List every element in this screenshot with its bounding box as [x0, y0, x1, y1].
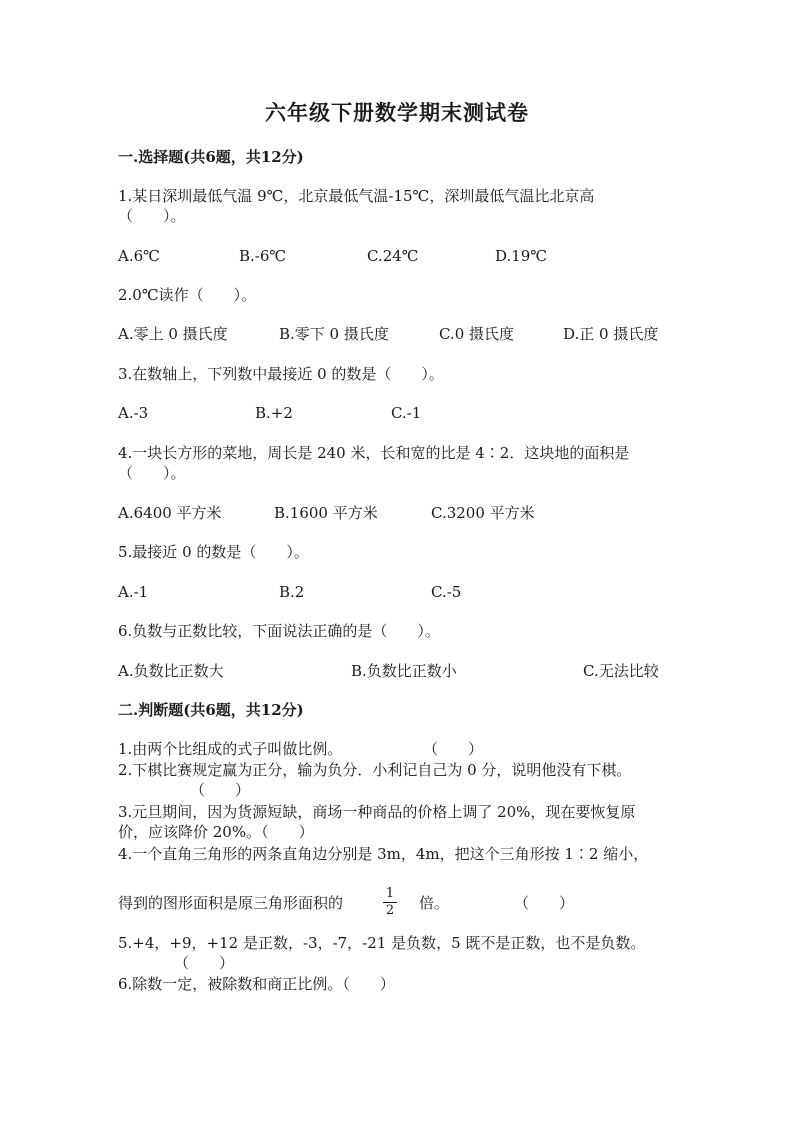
s2-q6-text: 6.除数一定，被除数和商正比例。（ ）: [118, 975, 395, 993]
s1-q4-option-c: C.3200 平方米: [431, 504, 535, 522]
s2-q2-answer-blank[interactable]: （ ）: [190, 781, 251, 799]
s1-q3-option-a: A.-3: [118, 404, 149, 422]
s1-q6-text: 6.负数与正数比较，下面说法正确的是（ ）。: [118, 622, 440, 640]
s1-q1-text: 1.某日深圳最低气温 9℃，北京最低气温-15℃，深圳最低气温比北京高: [118, 187, 595, 205]
s2-q5-text: 5.+4，+9，+12 是正数，-3，-7，-21 是负数，5 既不是正数，也不是负数。: [118, 934, 646, 952]
s2-q4-text-end: 倍。: [419, 894, 450, 912]
s2-q4-answer-blank[interactable]: （ ）: [514, 894, 575, 912]
fraction-denominator: 2: [385, 903, 395, 918]
s1-q2-text: 2.0℃读作（ ）。: [118, 286, 257, 304]
page-title: 六年级下册数学期末测试卷: [265, 100, 529, 125]
s1-q4-option-a: A.6400 平方米: [118, 504, 222, 522]
s1-q2-option-b: B.零下 0 摄氏度: [279, 325, 389, 343]
fraction-one-half: [383, 887, 397, 918]
fraction-numerator: 1: [385, 886, 395, 901]
s1-q4-text-cont: （ ）。: [118, 464, 186, 482]
s2-q2-text: 2.下棋比赛规定赢为正分，输为负分．小利记自己为 0 分，说明他没有下棋。: [118, 761, 632, 779]
s2-q5-answer-blank[interactable]: （ ）: [174, 954, 235, 972]
s1-q3-option-c: C.-1: [391, 404, 422, 422]
s1-q3-option-b: B.+2: [255, 404, 293, 422]
s2-q3-text: 3.元旦期间，因为货源短缺，商场一种商品的价格上调了 20%，现在要恢复原: [118, 803, 636, 821]
s1-q6-option-a: A.负数比正数大: [118, 662, 224, 680]
s2-q1-answer-blank[interactable]: （ ）: [423, 740, 484, 758]
s1-q4-text: 4.一块长方形的菜地，周长是 240 米，长和宽的比是 4∶2．这块地的面积是: [118, 444, 630, 462]
s1-q2-option-d: D.正 0 摄氏度: [563, 325, 659, 343]
s1-q1-text-cont: （ ）。: [118, 207, 186, 225]
s1-q3-text: 3.在数轴上，下列数中最接近 0 的数是（ ）。: [118, 365, 444, 383]
s1-q2-option-c: C.0 摄氏度: [439, 325, 515, 343]
s1-q5-text: 5.最接近 0 的数是（ ）。: [118, 543, 309, 561]
s1-q1-option-c: C.24℃: [367, 247, 419, 265]
s1-q5-option-a: A.-1: [118, 583, 149, 601]
s2-q4-text: 4.一个直角三角形的两条直角边分别是 3m，4m，把这个三角形按 1∶2 缩小，: [118, 845, 649, 863]
s1-q1-option-b: B.-6℃: [239, 247, 287, 265]
s1-q6-option-b: B.负数比正数小: [351, 662, 457, 680]
s1-q6-option-c: C.无法比较: [583, 662, 659, 680]
s2-q1-text: 1.由两个比组成的式子叫做比例。: [118, 740, 343, 758]
s2-q3-text-cont: 价，应该降价 20%。（ ）: [118, 823, 314, 841]
section-1-heading: 一.选择题(共6题，共12分): [118, 148, 304, 166]
s2-q4-text-cont: 得到的图形面积是原三角形面积的: [118, 894, 344, 912]
s1-q5-option-c: C.-5: [431, 583, 462, 601]
s1-q4-option-b: B.1600 平方米: [274, 504, 378, 522]
s1-q1-option-d: D.19℃: [495, 247, 548, 265]
s1-q2-option-a: A.零上 0 摄氏度: [118, 325, 228, 343]
s1-q1-option-a: A.6℃: [118, 247, 160, 265]
section-2-heading: 二.判断题(共6题，共12分): [118, 701, 304, 719]
s1-q5-option-b: B.2: [279, 583, 305, 601]
